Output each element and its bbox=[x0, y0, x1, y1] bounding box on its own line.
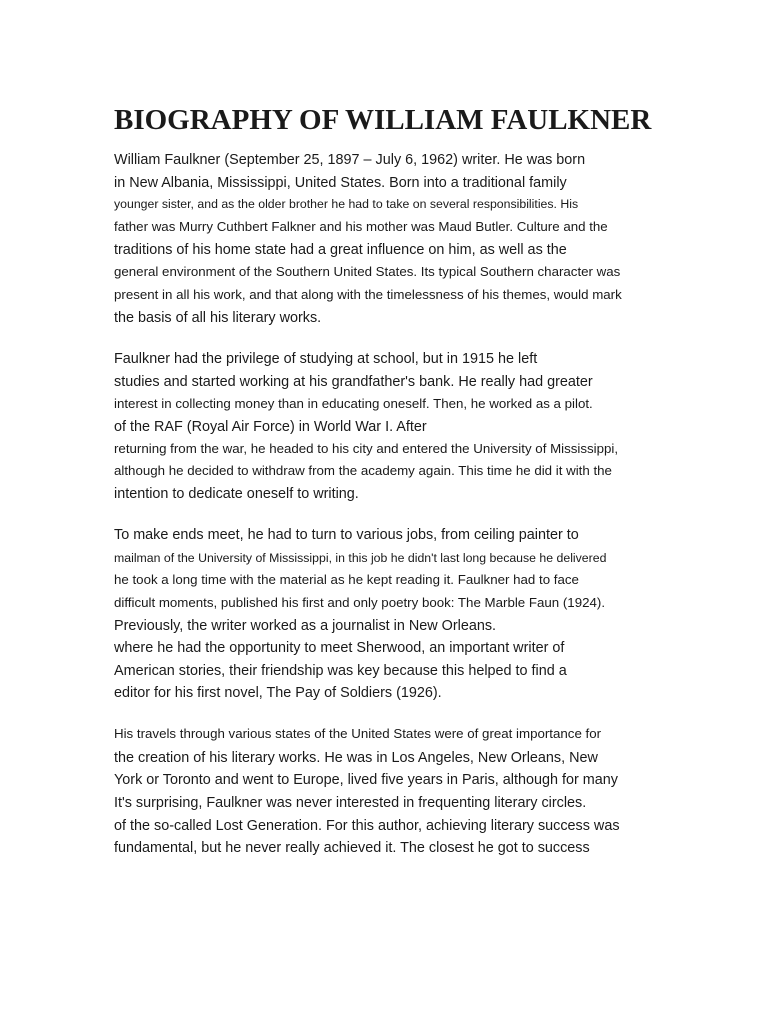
text-line: mailman of the University of Mississippi, in this job he didn't last long because he delivered bbox=[114, 551, 607, 565]
text-line: fundamental, but he never really achieved it. The closest he got to success bbox=[114, 840, 590, 856]
text-line: American stories, their friendship was key because this helped to find a bbox=[114, 663, 567, 679]
text-line: William Faulkner (September 25, 1897 – July 6, 1962) writer. He was born bbox=[114, 152, 586, 168]
text-line: To make ends meet, he had to turn to various jobs, from ceiling painter to bbox=[114, 527, 579, 543]
text-line: editor for his first novel, The Pay of Soldiers (1926). bbox=[114, 685, 442, 701]
text-line: difficult moments, published his first and only poetry book: The Marble Faun (1924). bbox=[114, 595, 606, 610]
text-line: York or Toronto and went to Europe, lived five years in Paris, although for many bbox=[114, 772, 618, 788]
text-line: Faulkner had the privilege of studying at school, but in 1915 he left bbox=[114, 351, 538, 367]
text-line: he took a long time with the material as he kept reading it. Faulkner had to face bbox=[114, 572, 579, 587]
text-line: returning from the war, he headed to his city and entered the University of Mississippi, bbox=[114, 441, 619, 456]
page-title: BIOGRAPHY OF WILLIAM FAULKNER bbox=[114, 104, 652, 136]
text-line: present in all his work, and that along with the timelessness of his themes, would mark bbox=[114, 287, 622, 302]
text-line: His travels through various states of the United States were of great importance for bbox=[114, 726, 602, 741]
text-line: although he decided to withdraw from the academy again. This time he did it with the bbox=[114, 463, 612, 478]
text-line: Previously, the writer worked as a journalist in New Orleans. bbox=[114, 618, 497, 634]
text-line: interest in collecting money than in educating oneself. Then, he worked as a pilot. bbox=[114, 396, 593, 411]
text-line: father was Murry Cuthbert Falkner and his mother was Maud Butler. Culture and the bbox=[114, 219, 608, 234]
text-line: It's surprising, Faulkner was never interested in frequenting literary circles. bbox=[114, 795, 587, 811]
text-line: intention to dedicate oneself to writing. bbox=[114, 486, 359, 502]
text-line: where he had the opportunity to meet Sherwood, an important writer of bbox=[114, 640, 565, 656]
text-line: younger sister, and as the older brother he had to take on several responsibilities. His bbox=[114, 197, 579, 211]
text-line: in New Albania, Mississippi, United States. Born into a traditional family bbox=[114, 175, 567, 191]
text-line: the basis of all his literary works. bbox=[114, 310, 322, 326]
text-line: of the so-called Lost Generation. For this author, achieving literary success was bbox=[114, 818, 620, 834]
text-line: studies and started working at his grandfather's bank. He really had greater bbox=[114, 374, 593, 390]
text-line: of the RAF (Royal Air Force) in World War I. After bbox=[114, 419, 427, 435]
text-line: traditions of his home state had a great influence on him, as well as the bbox=[114, 242, 567, 258]
text-line: general environment of the Southern United States. Its typical Southern character was bbox=[114, 264, 621, 279]
text-line: the creation of his literary works. He was in Los Angeles, New Orleans, New bbox=[114, 750, 598, 766]
